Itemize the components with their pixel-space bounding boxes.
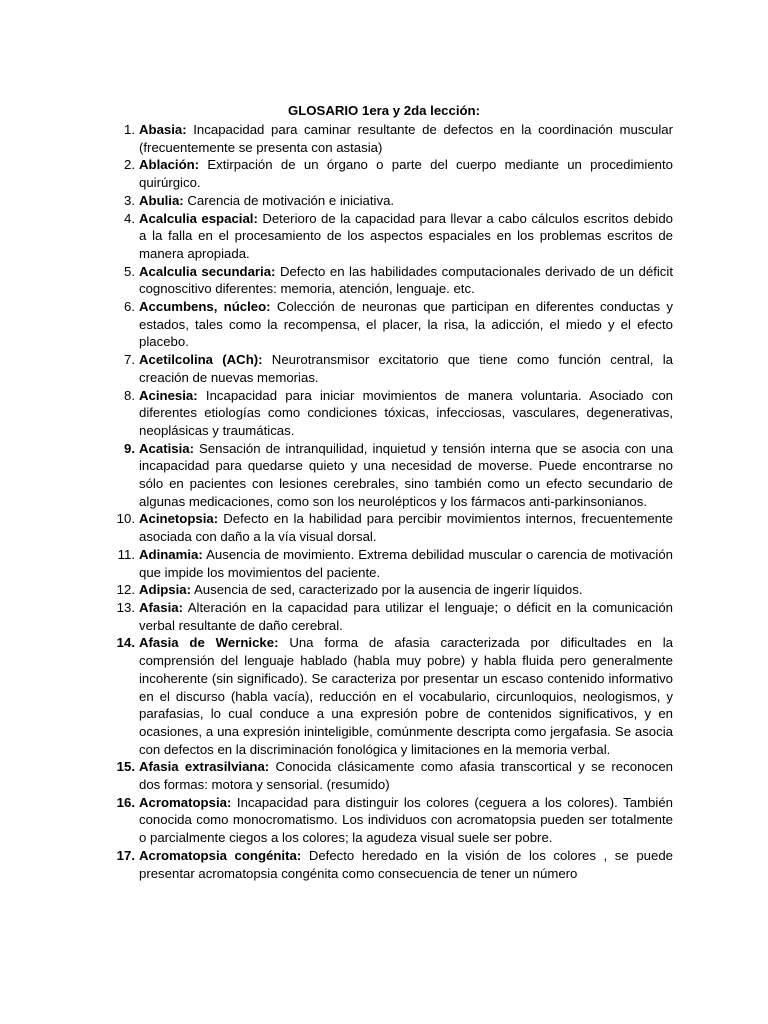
item-definition: Defecto en la habilidad para percibir movimientos internos, frecuentemente asociada con daño a la vía visual dorsal. xyxy=(139,511,673,545)
item-number: 10. xyxy=(116,511,135,527)
item-definition: Ausencia de movimiento. Extrema debilidad muscular o carencia de motivación que impide los movimientos del paciente. xyxy=(139,546,673,580)
item-term: Acetilcolina (ACh): xyxy=(139,352,263,368)
item-number: 2. xyxy=(124,157,135,173)
item-number: 16. xyxy=(116,794,135,810)
item-term: Adipsia: xyxy=(139,582,192,598)
item-term: Acatisia: xyxy=(139,440,194,456)
item-definition: Sensación de intranquilidad, inquietud y tensión interna que se asocia con una incapacidad para quedarse quieto y una necesidad de moverse. Puede encontrarse no sólo en pacientes con lesiones cerebrales, sino también como un efecto secundario de algunas medicaciones, como son los neurolépticos y los fármacos anti-parkinsonianos. xyxy=(139,440,673,509)
item-number: 9. xyxy=(124,440,135,456)
list-item xyxy=(124,192,673,210)
list-item xyxy=(117,546,673,581)
item-term: Afasia de Wernicke: xyxy=(139,635,279,651)
item-number: 13. xyxy=(116,599,135,615)
item-number: 6. xyxy=(124,299,135,315)
list-item xyxy=(116,510,673,545)
item-number: 1. xyxy=(124,122,135,137)
item-number: 8. xyxy=(124,387,135,403)
list-item xyxy=(124,210,673,263)
list-item xyxy=(116,758,673,793)
list-item xyxy=(124,156,673,191)
list-item xyxy=(124,440,673,511)
item-number: 12. xyxy=(116,582,135,598)
item-term: Afasia extrasilviana: xyxy=(139,759,270,775)
item-number: 17. xyxy=(116,847,135,863)
item-term: Acinetopsia: xyxy=(139,511,219,527)
page-title: GLOSARIO 1era y 2da lección: xyxy=(287,103,481,118)
item-term: Acinesia: xyxy=(139,387,198,403)
list-item xyxy=(124,298,673,351)
list-item xyxy=(124,263,673,298)
list-item xyxy=(116,581,673,599)
item-term: Acalculia secundaria: xyxy=(139,263,276,279)
item-definition: Incapacidad para iniciar movimientos de manera voluntaria. Asociado con diferentes etiologías como condiciones tóxicas, infecciosas, vasculares, degenerativas, neoplásicas y traumáticas. xyxy=(139,387,673,438)
item-definition: Carencia de motivación e iniciativa. xyxy=(183,192,395,208)
item-term: Accumbens, núcleo: xyxy=(139,299,271,315)
item-number: 5. xyxy=(124,263,135,279)
item-term: Adinamia: xyxy=(139,546,203,562)
item-definition: Defecto en las habilidades computacionales derivado de un déficit cognoscitivo diferentes: memoria, atención, lenguaje. etc. xyxy=(139,263,673,297)
item-definition: Extirpación de un órgano o parte del cuerpo mediante un procedimiento quirúrgico. xyxy=(139,157,673,191)
item-term: Acromatopsia: xyxy=(139,794,232,810)
item-term: Acromatopsia congénita: xyxy=(139,847,302,863)
item-term: Abulia: xyxy=(139,192,184,208)
item-definition: Deterioro de la capacidad para llevar a cabo cálculos escritos debido a la falla en el procesamiento de los aspectos espaciales en los problemas escritos de manera apropiada. xyxy=(139,210,673,261)
list-item xyxy=(124,351,673,386)
item-number: 4. xyxy=(124,210,135,226)
list-item xyxy=(116,847,673,882)
item-definition: Neurotransmisor excitatorio que tiene como función central, la creación de nuevas memorias. xyxy=(139,352,673,385)
item-definition: Una forma de afasia caracterizada por dificultades en la comprensión del lenguaje hablado (habla muy pobre) y habla fluida pero generalmente incoherente (sin significado). Se caracteriza por presentar un escaso contenido informativo en el discurso (habla vacía), reducción en el vocabulario, circunloquios, neologismos, y parafasias, lo cual conduce a una expresión pobre de contenidos significativos, y en ocasiones, a una expresión ininteligible, comúnmente descripta como jergafasia. Se asocia con defectos en la discriminación fonológica y limitaciones en la memoria verbal. xyxy=(139,635,673,757)
item-term: Acalculia espacial: xyxy=(139,210,258,226)
item-definition: Colección de neuronas que participan en diferentes conductas y estados, tales como la recompensa, el placer, la risa, la adicción, el miedo y el efecto placebo. xyxy=(139,299,673,350)
item-definition: Alteración en la capacidad para utilizar el lenguaje; o déficit en la comunicación verbal resultante de daño cerebral. xyxy=(139,599,673,633)
glossary-list xyxy=(116,121,673,882)
item-number: 3. xyxy=(124,192,135,208)
list-item xyxy=(124,121,673,156)
item-definition: Defecto heredado en la visión de los colores , se puede presentar acromatopsia congénita como consecuencia de tener un número xyxy=(139,847,673,881)
item-number: 14. xyxy=(116,635,135,651)
item-definition: Incapacidad para caminar resultante de defectos en la coordinación muscular (frecuentemente se presenta con astasia) xyxy=(139,122,673,155)
item-term: Abasia: xyxy=(139,122,187,137)
item-term: Ablación: xyxy=(139,157,200,173)
list-item xyxy=(116,634,673,758)
item-number: 11. xyxy=(117,546,135,562)
item-number: 15. xyxy=(116,759,135,775)
item-definition: Incapacidad para distinguir los colores (ceguera a los colores). También conocida como monocromatismo. Los individuos con acromatopsia pueden ser totalmente o parcialmente ciegos a los colores; la agudeza visual suele ser pobre. xyxy=(139,794,673,846)
list-item xyxy=(116,794,673,847)
item-number: 7. xyxy=(124,352,135,368)
item-definition: Conocida clásicamente como afasia transcortical y se reconocen dos formas: motora y sensorial. (resumido) xyxy=(139,759,673,793)
item-term: Afasia: xyxy=(139,599,183,615)
list-item xyxy=(124,387,673,440)
list-item xyxy=(116,599,673,634)
item-definition: Ausencia de sed, caracterizado por la ausencia de ingerir líquidos. xyxy=(191,582,583,598)
